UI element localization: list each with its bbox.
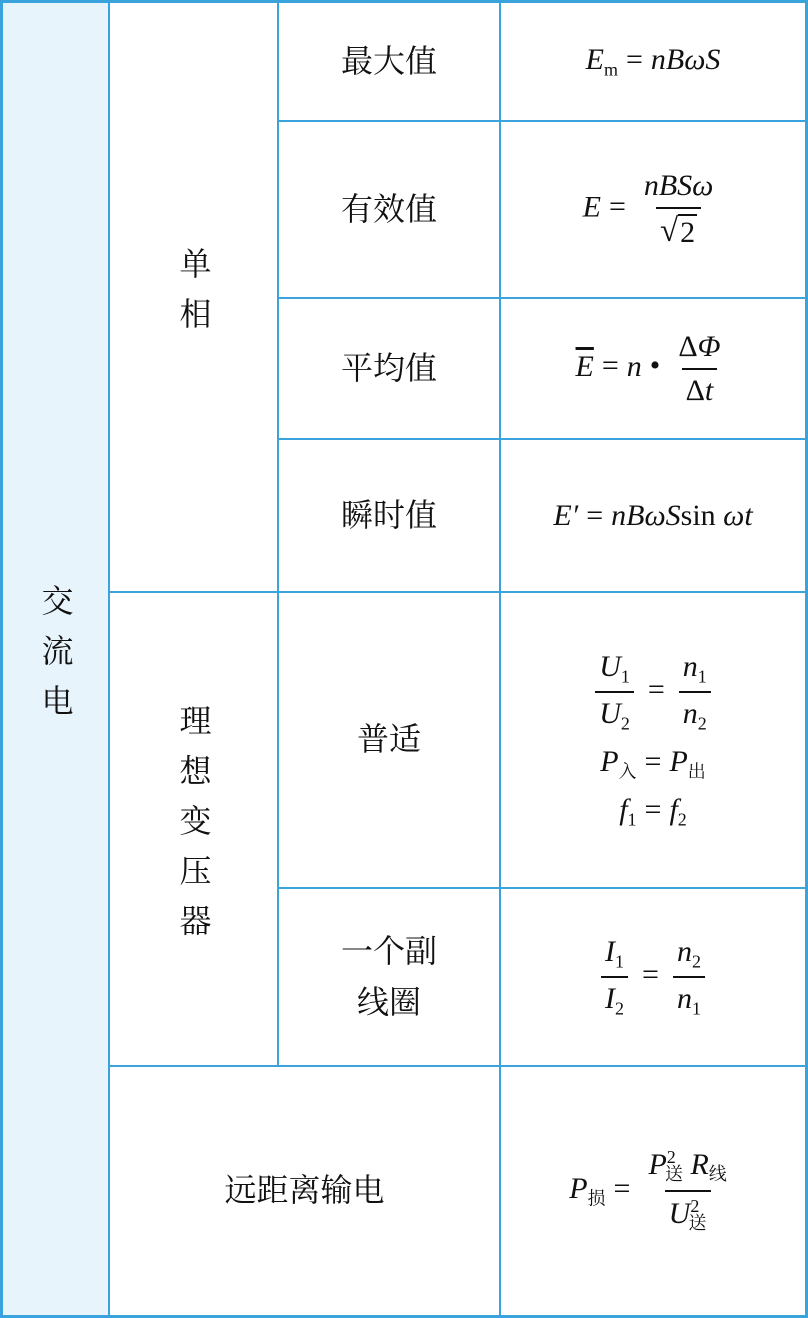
- formula-average-cell: [501, 299, 805, 438]
- grid-line: [279, 887, 805, 889]
- row-one-secondary-label-line1: 一个副: [340, 931, 437, 970]
- row-average-label-cell: [279, 299, 499, 438]
- formula-effective: E = nBSω √ 2: [582, 169, 714, 249]
- grid-line: [279, 120, 805, 122]
- group-ideal-transformer: [110, 593, 277, 1065]
- grid-line: [279, 297, 805, 299]
- formula-transmission-cell: [501, 1067, 805, 1315]
- group-single-phase-label: 单相: [174, 247, 213, 347]
- grid-line: [499, 3, 501, 1315]
- group-ideal-transformer-label: 理想变压器: [174, 704, 213, 954]
- row-general-label: 普适: [356, 720, 421, 759]
- grid-line: [110, 591, 805, 593]
- row-instant-label-cell: [279, 440, 499, 591]
- grid-line: [110, 1065, 805, 1067]
- formula-transmission: $P_损$ = $\frac{P^2_送 R_线}{U^2_送}$: [569, 1146, 727, 1235]
- formula-power-balance: $P_入 = P_出$: [600, 744, 706, 782]
- formula-effective-cell: [501, 122, 805, 297]
- grid-line: [108, 3, 110, 1315]
- row-average-label: 平均值: [340, 348, 437, 387]
- row-one-secondary-label-cell: [279, 889, 499, 1065]
- formula-frequency: $f_1 = f_2$: [619, 792, 687, 830]
- row-general-label-cell: [279, 593, 499, 887]
- formula-max-cell: [501, 3, 805, 120]
- formula-general: [589, 650, 717, 830]
- group-long-distance-label: 远距离输电: [224, 1171, 385, 1210]
- grid-line: [279, 438, 805, 440]
- formula-current-ratio: $\frac{I_1}{I_2}$ = $\frac{n_2}{n_1}$: [595, 935, 711, 1020]
- formula-instant: E′ = nBωSsin ωt: [553, 498, 753, 532]
- category-cell: [3, 3, 108, 1315]
- formula-max: $E_m = nB\omega S$: [585, 42, 721, 80]
- category-label: 交流电: [36, 584, 75, 734]
- formula-voltage-ratio: $\frac{U_1}{U_2}$ = $\frac{n_1}{n_2}$: [589, 650, 717, 735]
- row-max-label-cell: [279, 3, 499, 120]
- group-long-distance: [110, 1067, 499, 1315]
- grid-line: [277, 3, 279, 1065]
- row-max-label: 最大值: [340, 41, 437, 80]
- row-effective-label-cell: [279, 122, 499, 297]
- formula-average: $\overline{E} = n$ • $\frac{\Delta\Phi}{\Delta t}$: [575, 329, 721, 407]
- formula-instant-cell: [501, 440, 805, 591]
- formula-general-cell: [501, 593, 805, 887]
- row-one-secondary-label: [341, 926, 437, 1028]
- group-single-phase: [110, 3, 277, 591]
- row-instant-label: 瞬时值: [340, 495, 437, 534]
- formula-one-secondary-cell: [501, 889, 805, 1065]
- row-effective-label: 有效值: [340, 189, 437, 228]
- row-one-secondary-label-line2: 线圈: [356, 983, 421, 1021]
